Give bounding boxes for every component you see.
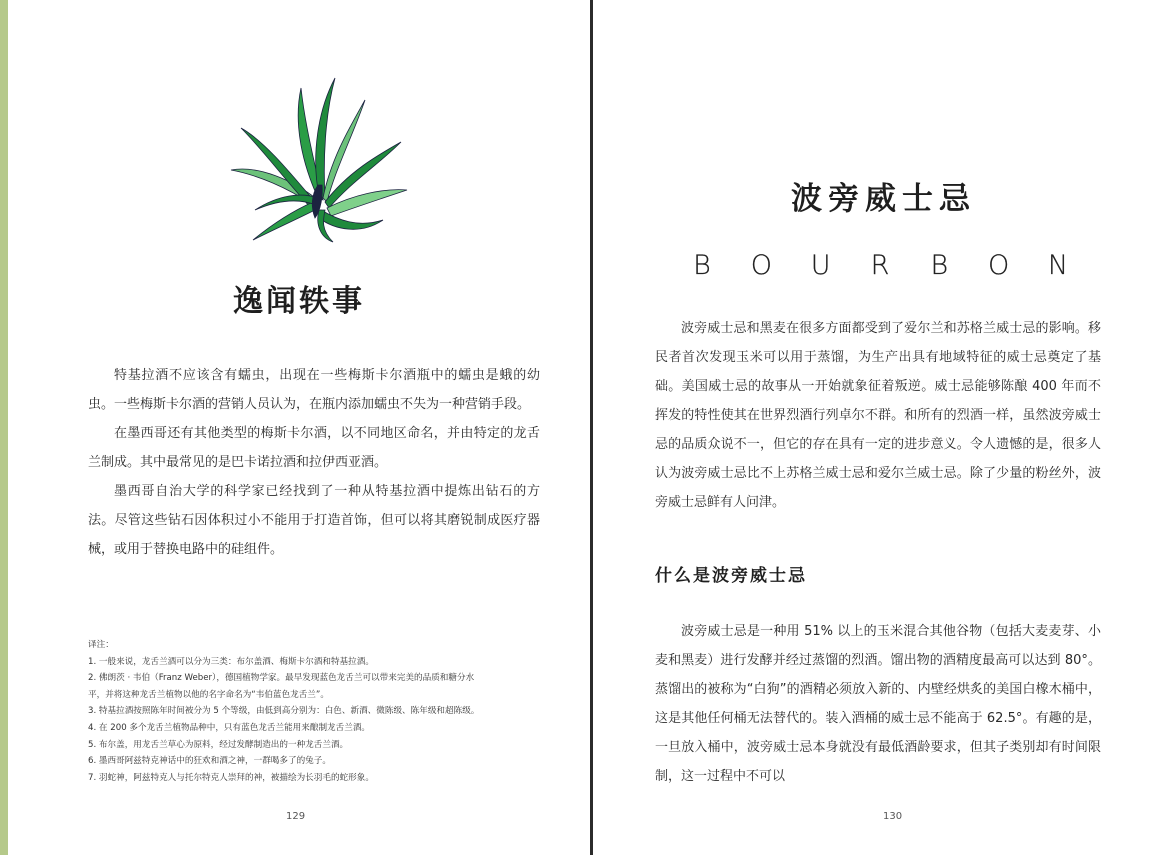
note-item: 3. 特基拉酒按照陈年时间被分为 5 个等级，由低到高分别为：白色、新酒、微陈级、陈年级和超陈级。 xyxy=(88,706,480,717)
subtitle-letter: O xyxy=(988,249,1010,281)
right-page xyxy=(593,0,1174,855)
bourbon-subtitle xyxy=(685,248,1075,282)
subtitle-letter: B xyxy=(930,249,949,281)
paragraph: 在墨西哥还有其他类型的梅斯卡尔酒，以不同地区命名，并由特定的龙舌兰制成。其中最常见的是巴卡诺拉酒和拉伊西亚酒。 xyxy=(88,426,540,470)
book-edge xyxy=(0,0,8,855)
paragraph: 特基拉酒不应该含有蠕虫，出现在一些梅斯卡尔酒瓶中的蠕虫是蛾的幼虫。一些梅斯卡尔酒的营销人员认为，在瓶内添加蠕虫不失为一种营销手段。 xyxy=(88,368,540,412)
subtitle-letter: R xyxy=(870,249,890,281)
subtitle-letter: O xyxy=(750,249,772,281)
anecdote-text xyxy=(88,361,540,564)
note-item: 6. 墨西哥阿兹特克神话中的狂欢和酒之神，一群喝多了的兔子。 xyxy=(88,756,331,767)
paragraph: 波旁威士忌是一种用 51% 以上的玉米混合其他谷物（包括大麦麦芽、小麦和黑麦）进行发酵并经过蒸馏的烈酒。馏出物的酒精度最高可以达到 80°。蒸馏出的被称为“白狗”的酒精必须放入新的、内壁经烘炙的美国白橡木桶中，这是其他任何桶无法替代的。装入酒桶的威士忌不能高于 62.5°。有趣的是，一旦放入桶中，波旁威士忌本身就没有最低酒龄要求，但其子类别却有时间限制，这一过程中不可以 xyxy=(655,624,1101,784)
note-item: 平，并将这种龙舌兰植物以他的名字命名为“韦伯蓝色龙舌兰”。 xyxy=(88,689,329,700)
intro-text xyxy=(655,314,1101,517)
section-heading: 什么是波旁威士忌 xyxy=(655,566,807,586)
section-text xyxy=(655,617,1101,791)
page-title: 波旁威士忌 xyxy=(791,181,976,217)
page-number: 130 xyxy=(883,811,903,822)
subtitle-letter: N xyxy=(1047,249,1069,281)
note-item: 7. 羽蛇神，阿兹特克人与托尔特克人崇拜的神，被描绘为长羽毛的蛇形象。 xyxy=(88,772,374,783)
translator-notes xyxy=(88,637,548,786)
agave-plant-icon xyxy=(223,70,413,245)
paragraph: 波旁威士忌和黑麦在很多方面都受到了爱尔兰和苏格兰威士忌的影响。移民者首次发现玉米可以用于蒸馏，为生产出具有地域特征的威士忌奠定了基础。美国威士忌的故事从一开始就象征着叛逆。威士忌能够陈酿 400 年而不挥发的特性使其在世界烈酒行列卓尔不群。和所有的烈酒一样，虽然波旁威士忌的品质众说不一，但它的存在具有一定的进步意义。令人遗憾的是，很多人认为波旁威士忌比不上苏格兰威士忌和爱尔兰威士忌。除了少量的粉丝外，波旁威士忌鲜有人问津。 xyxy=(655,321,1101,510)
left-page xyxy=(8,0,590,855)
note-item: 1. 一般来说，龙舌兰酒可以分为三类：布尔盖酒、梅斯卡尔酒和特基拉酒。 xyxy=(88,656,374,667)
note-item: 2. 佛朗茨 · 韦伯（Franz Weber），德国植物学家。最早发现蓝色龙舌兰可以带来完美的品质和糖分水 xyxy=(88,673,475,684)
subtitle-letter: B xyxy=(693,249,711,281)
note-item: 4. 在 200 多个龙舌兰植物品种中，只有蓝色龙舌兰能用来酿制龙舌兰酒。 xyxy=(88,722,371,733)
subtitle-letter: U xyxy=(810,249,831,281)
paragraph: 墨西哥自治大学的科学家已经找到了一种从特基拉酒中提炼出钻石的方法。尽管这些钻石因体积过小不能用于打造首饰，但可以将其磨锐制成医疗器械，或用于替换电路中的硅组件。 xyxy=(88,484,540,557)
notes-heading: 译注： xyxy=(88,640,114,650)
page-number: 129 xyxy=(286,811,306,822)
note-item: 5. 布尔盖，用龙舌兰草心为原料，经过发酵制造出的一种龙舌兰酒。 xyxy=(88,739,349,750)
page-title: 逸闻轶事 xyxy=(233,284,365,319)
